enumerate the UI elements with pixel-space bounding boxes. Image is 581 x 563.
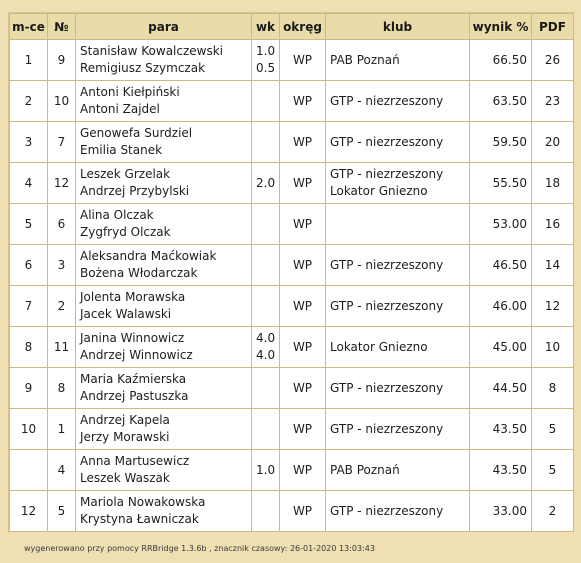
player-2: Andrzej Pastuszka <box>80 389 189 403</box>
cell-district: WP <box>280 409 326 450</box>
cell-pair <box>76 368 252 409</box>
player-2: Andrzej Winnowicz <box>80 348 193 362</box>
cell-club <box>326 450 470 491</box>
player-2: Krystyna Ławniczak <box>80 512 199 526</box>
cell-place: 1 <box>10 40 48 81</box>
cell-number: 9 <box>48 40 76 81</box>
player-1: Stanisław Kowalczewski <box>80 44 224 58</box>
results-panel <box>8 12 574 532</box>
wk-2: 4.0 <box>256 348 276 362</box>
cell-wk <box>252 409 280 450</box>
cell-pdf: 14 <box>532 245 574 286</box>
cell-place: 4 <box>10 163 48 204</box>
player-1: Mariola Nowakowska <box>80 495 206 509</box>
col-header-nr: № <box>48 14 76 40</box>
club-1: GTP - niezrzeszony <box>330 421 444 436</box>
cell-pdf: 16 <box>532 204 574 245</box>
cell-wk <box>252 450 280 491</box>
cell-pair <box>76 491 252 532</box>
club-2: PAB Poznań <box>330 462 400 477</box>
cell-wk <box>252 286 280 327</box>
club-1: GTP - niezrzeszony <box>330 298 444 313</box>
cell-district: WP <box>280 327 326 368</box>
club-1: GTP - niezrzeszony <box>330 134 444 149</box>
player-2: Bożena Włodarczak <box>80 266 198 280</box>
cell-pdf: 5 <box>532 409 574 450</box>
cell-district: WP <box>280 204 326 245</box>
col-header-para: para <box>76 14 252 40</box>
col-header-pdf: PDF <box>532 14 574 40</box>
cell-number: 11 <box>48 327 76 368</box>
cell-district: WP <box>280 81 326 122</box>
player-1: Anna Martusewicz <box>80 454 190 468</box>
cell-pdf: 18 <box>532 163 574 204</box>
cell-club <box>326 40 470 81</box>
cell-place <box>10 450 48 491</box>
cell-pdf: 8 <box>532 368 574 409</box>
table-row <box>10 409 574 450</box>
table-row <box>10 245 574 286</box>
cell-club <box>326 122 470 163</box>
cell-pair <box>76 286 252 327</box>
cell-number: 2 <box>48 286 76 327</box>
cell-score: 63.50 <box>470 81 532 122</box>
cell-club <box>326 409 470 450</box>
cell-number: 7 <box>48 122 76 163</box>
wk-1: 1.0 <box>256 44 276 58</box>
col-header-wynik: wynik % <box>470 14 532 40</box>
table-row <box>10 491 574 532</box>
player-1: Genowefa Surdziel <box>80 126 193 140</box>
club-2: Lokator Gniezno <box>330 184 428 198</box>
cell-pair <box>76 409 252 450</box>
cell-pair <box>76 245 252 286</box>
cell-place: 10 <box>10 409 48 450</box>
player-1: Maria Kaźmierska <box>80 372 187 386</box>
wk-1: 4.0 <box>256 331 276 345</box>
table-row <box>10 40 574 81</box>
col-header-wk: wk <box>252 14 280 40</box>
cell-score: 44.50 <box>470 368 532 409</box>
player-2: Zygfryd Olczak <box>80 225 171 239</box>
player-1: Jolenta Morawska <box>80 290 186 304</box>
cell-district: WP <box>280 122 326 163</box>
player-2: Jacek Walawski <box>80 307 172 321</box>
cell-place: 7 <box>10 286 48 327</box>
cell-district: WP <box>280 40 326 81</box>
col-header-klub: klub <box>326 14 470 40</box>
cell-number: 8 <box>48 368 76 409</box>
club-1: GTP - niezrzeszony <box>330 93 444 108</box>
cell-place: 9 <box>10 368 48 409</box>
cell-place: 2 <box>10 81 48 122</box>
club-1: GTP - niezrzeszony <box>330 167 444 181</box>
cell-pair <box>76 163 252 204</box>
cell-number: 4 <box>48 450 76 491</box>
player-2: Jerzy Morawski <box>80 430 170 444</box>
cell-number: 3 <box>48 245 76 286</box>
player-1: Aleksandra Maćkowiak <box>80 249 217 263</box>
cell-district: WP <box>280 163 326 204</box>
cell-score: 46.50 <box>470 245 532 286</box>
cell-place: 8 <box>10 327 48 368</box>
cell-number: 1 <box>48 409 76 450</box>
cell-pair <box>76 204 252 245</box>
cell-score: 33.00 <box>470 491 532 532</box>
cell-pdf: 23 <box>532 81 574 122</box>
cell-district: WP <box>280 450 326 491</box>
cell-score: 43.50 <box>470 450 532 491</box>
club-1: GTP - niezrzeszony <box>330 503 444 518</box>
results-table <box>9 13 574 532</box>
cell-club <box>326 245 470 286</box>
cell-club <box>326 368 470 409</box>
cell-club <box>326 327 470 368</box>
cell-number: 10 <box>48 81 76 122</box>
col-header-mce: m-ce <box>10 14 48 40</box>
table-row <box>10 327 574 368</box>
cell-pair <box>76 122 252 163</box>
cell-pdf: 26 <box>532 40 574 81</box>
player-2: Antoni Zajdel <box>80 102 160 116</box>
table-row <box>10 81 574 122</box>
cell-wk <box>252 368 280 409</box>
club-1: Lokator Gniezno <box>330 339 428 354</box>
club-1: GTP - niezrzeszony <box>330 257 444 272</box>
cell-number: 6 <box>48 204 76 245</box>
cell-wk <box>252 204 280 245</box>
cell-district: WP <box>280 491 326 532</box>
cell-pair <box>76 40 252 81</box>
cell-pdf: 2 <box>532 491 574 532</box>
table-row <box>10 286 574 327</box>
cell-place: 6 <box>10 245 48 286</box>
cell-pair <box>76 327 252 368</box>
cell-club <box>326 81 470 122</box>
cell-wk <box>252 122 280 163</box>
cell-score: 43.50 <box>470 409 532 450</box>
cell-wk <box>252 491 280 532</box>
cell-number: 12 <box>48 163 76 204</box>
cell-wk <box>252 163 280 204</box>
cell-wk <box>252 327 280 368</box>
cell-district: WP <box>280 245 326 286</box>
cell-number: 5 <box>48 491 76 532</box>
cell-pdf: 10 <box>532 327 574 368</box>
player-2: Andrzej Przybylski <box>80 184 190 198</box>
cell-place: 5 <box>10 204 48 245</box>
wk-2: 1.0 <box>256 462 276 477</box>
cell-score: 55.50 <box>470 163 532 204</box>
cell-place: 3 <box>10 122 48 163</box>
table-row <box>10 122 574 163</box>
player-2: Remigiusz Szymczak <box>80 61 206 75</box>
table-row <box>10 450 574 491</box>
club-1: GTP - niezrzeszony <box>330 380 444 395</box>
cell-club <box>326 204 470 245</box>
player-1: Alina Olczak <box>80 208 154 222</box>
cell-score: 45.00 <box>470 327 532 368</box>
cell-wk <box>252 245 280 286</box>
player-2: Leszek Waszak <box>80 471 170 485</box>
wk-2: 0.5 <box>256 61 276 75</box>
player-1: Antoni Kiełpiński <box>80 85 180 99</box>
generated-by-footer: wygenerowano przy pomocy RRBridge 1.3.6b , znacznik czasowy: 26-01-2020 13:03:43 <box>24 544 375 553</box>
table-row <box>10 163 574 204</box>
cell-place: 12 <box>10 491 48 532</box>
cell-pdf: 20 <box>532 122 574 163</box>
cell-wk <box>252 81 280 122</box>
cell-score: 59.50 <box>470 122 532 163</box>
cell-score: 66.50 <box>470 40 532 81</box>
player-1: Andrzej Kapela <box>80 413 170 427</box>
cell-club <box>326 286 470 327</box>
cell-wk <box>252 40 280 81</box>
cell-score: 46.00 <box>470 286 532 327</box>
club-1: PAB Poznań <box>330 52 400 67</box>
col-header-okreg: okręg <box>280 14 326 40</box>
player-2: Emilia Stanek <box>80 143 163 157</box>
player-1: Janina Winnowicz <box>80 331 185 345</box>
cell-pair <box>76 450 252 491</box>
header-row <box>10 14 574 40</box>
cell-pdf: 12 <box>532 286 574 327</box>
cell-club <box>326 163 470 204</box>
wk-2: 2.0 <box>256 175 276 190</box>
cell-district: WP <box>280 368 326 409</box>
cell-club <box>326 491 470 532</box>
table-row <box>10 204 574 245</box>
player-1: Leszek Grzelak <box>80 167 171 181</box>
table-row <box>10 368 574 409</box>
cell-pair <box>76 81 252 122</box>
cell-district: WP <box>280 286 326 327</box>
cell-pdf: 5 <box>532 450 574 491</box>
cell-score: 53.00 <box>470 204 532 245</box>
